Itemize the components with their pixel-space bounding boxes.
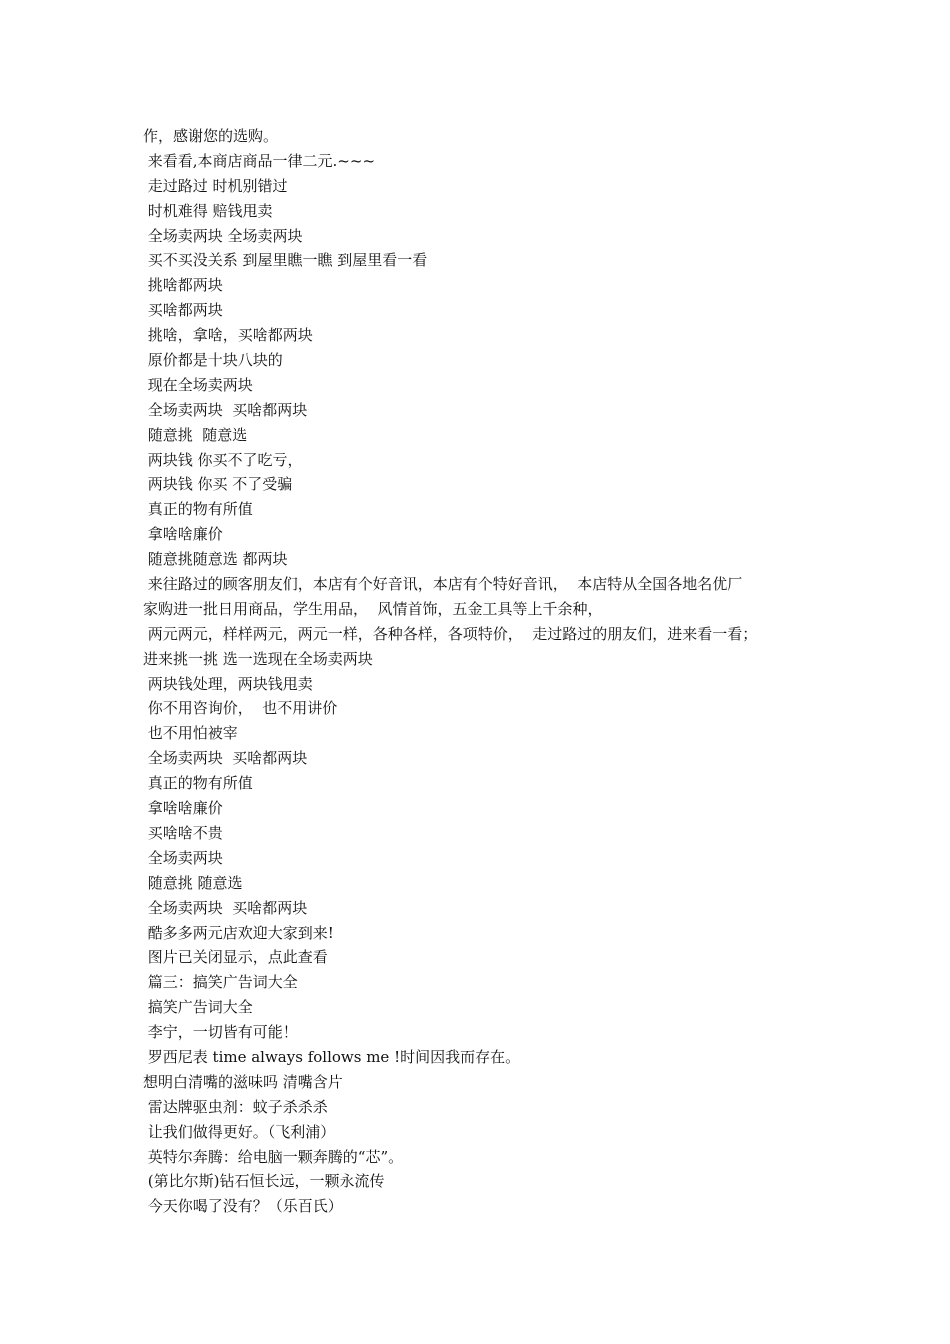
text-line: 买啥啥不贵 <box>143 823 223 842</box>
text-line: 罗西尼表 time always follows me !时间因我而存在。 <box>143 1047 521 1066</box>
text-line: 真正的物有所值 <box>143 774 253 793</box>
text-line: 时机难得 赔钱甩卖 <box>143 201 273 220</box>
text-line: 两元两元，样样两元，两元一样，各种各样，各项特价， 走过路过的朋友们，进来看一看； <box>143 624 758 643</box>
text-line: 李宁，一切皆有可能！ <box>143 1023 298 1042</box>
text-line: 篇三：搞笑广告词大全 <box>143 973 298 992</box>
text-line: 作，感谢您的选购。 <box>143 127 279 145</box>
text-line: 全场卖两块 买啥都两块 <box>143 898 308 917</box>
text-line: 走过路过 时机别错过 <box>143 176 288 195</box>
text-line: 搞笑广告词大全 <box>143 998 253 1017</box>
text-line: 今天你喝了没有？（乐百氏） <box>143 1197 343 1216</box>
text-line: 两块钱处理，两块钱甩卖 <box>143 674 313 693</box>
text-line: 两块钱 你买不了吃亏， <box>143 450 303 469</box>
text-line: 全场卖两块 <box>143 848 223 867</box>
text-line: 你不用咨询价， 也不用讲价 <box>143 699 338 718</box>
text-line: 来看看,本商店商品一律二元.~~~ <box>143 151 376 170</box>
text-line: 酷多多两元店欢迎大家到来! <box>143 923 334 942</box>
text-line: 真正的物有所值 <box>143 500 253 519</box>
text-line: (第比尔斯)钻石恒长远，一颗永流传 <box>143 1172 385 1191</box>
text-line: 全场卖两块 买啥都两块 <box>143 749 308 768</box>
text-line: 全场卖两块 全场卖两块 <box>143 226 303 245</box>
document-body <box>143 124 833 1219</box>
text-line: 进来挑一挑 选一选现在全场卖两块 <box>143 649 373 668</box>
text-line: 原价都是十块八块的 <box>143 351 283 370</box>
text-line: 现在全场卖两块 <box>143 375 253 394</box>
text-line: 挑啥都两块 <box>143 276 223 295</box>
text-line: 家购进一批日用商品，学生用品， 风情首饰，五金工具等上千余种， <box>143 599 603 618</box>
text-line: 来往路过的顾客朋友们，本店有个好音讯，本店有个特好音讯， 本店特从全国各地名优厂 <box>143 575 743 594</box>
text-line: 英特尔奔腾：给电脑一颗奔腾的“芯”。 <box>143 1147 404 1166</box>
text-line: 图片已关闭显示，点此查看 <box>143 948 328 967</box>
text-line: 随意挑 随意选 <box>143 425 248 444</box>
text-line: 随意挑 随意选 <box>143 873 243 892</box>
text-line: 买啥都两块 <box>143 301 223 320</box>
text-line: 挑啥，拿啥，买啥都两块 <box>143 326 313 345</box>
text-line: 两块钱 你买 不了受骗 <box>143 475 293 494</box>
text-line: 随意挑随意选 都两块 <box>143 550 288 569</box>
text-line: 全场卖两块 买啥都两块 <box>143 400 308 419</box>
text-line: 拿啥啥廉价 <box>143 525 223 544</box>
text-line: 雷达牌驱虫剂：蚊子杀杀杀 <box>143 1097 328 1116</box>
text-line: 拿啥啥廉价 <box>143 799 223 818</box>
text-line: 想明白清嘴的滋味吗 清嘴含片 <box>143 1072 343 1091</box>
text-line: 让我们做得更好。（飞利浦） <box>143 1122 336 1141</box>
text-line: 买不买没关系 到屋里瞧一瞧 到屋里看一看 <box>143 251 428 270</box>
text-line: 也不用怕被宰 <box>143 724 238 743</box>
